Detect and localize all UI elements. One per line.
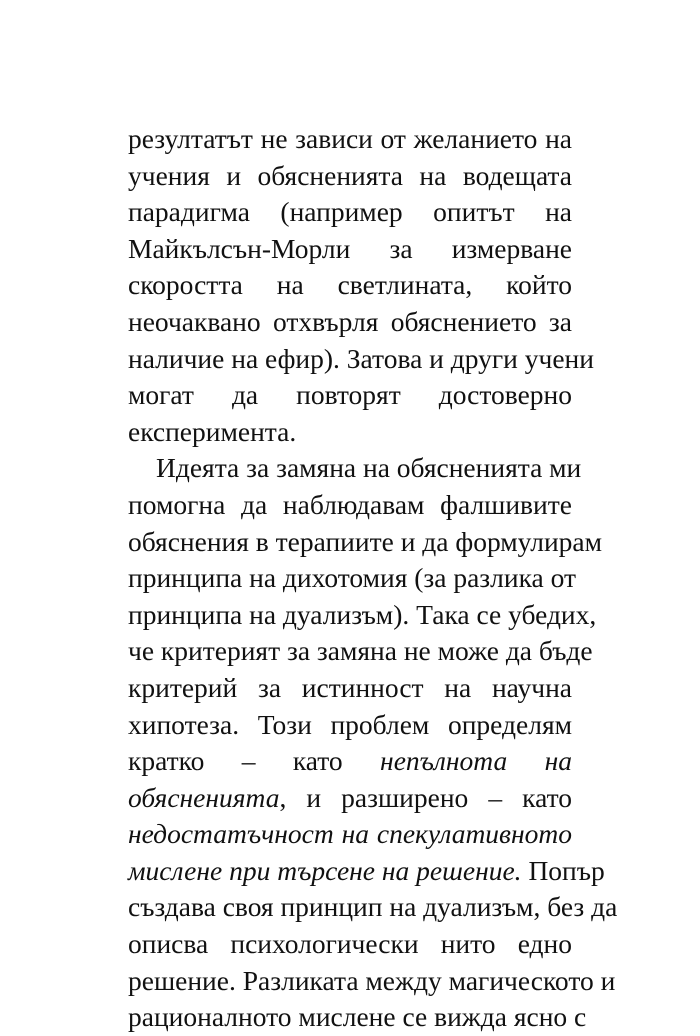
text-line <box>128 853 605 890</box>
italic-text-segment: мислене при търсене на решение. <box>128 854 522 886</box>
text-line <box>128 414 572 451</box>
text-segment: могат да повторят достоверно <box>128 379 572 411</box>
text-line <box>128 377 572 414</box>
text-segment: рационалното мислене се вижда ясно с <box>128 1001 587 1033</box>
text-line <box>128 450 582 487</box>
text-line <box>128 121 572 158</box>
text-line <box>128 597 597 634</box>
page-body-text <box>128 121 618 1036</box>
text-line <box>128 231 572 268</box>
text-segment: , и разширено – като <box>279 781 572 813</box>
text-segment: решение. Разликата между магическото и <box>128 964 616 996</box>
text-segment: помогна да наблюдавам фалшивите <box>128 488 572 520</box>
text-line <box>128 707 572 744</box>
text-segment: Попър <box>521 854 605 886</box>
text-segment: принципа на дуализъм). Така се убедих, <box>128 598 597 630</box>
text-line <box>128 670 572 707</box>
text-segment: учения и обясненията на водещата <box>128 159 572 191</box>
text-line <box>128 780 572 817</box>
text-segment: обяснения в терапиите и да формулирам <box>128 525 603 557</box>
text-line <box>128 816 572 853</box>
text-segment: описва психологически нито едно <box>128 928 572 960</box>
text-line <box>128 487 572 524</box>
text-segment: че критерият за замяна не може да бъде <box>128 635 593 667</box>
text-segment: кратко – като <box>128 745 381 777</box>
text-line <box>128 743 572 780</box>
italic-text-segment: обясненията <box>128 781 280 813</box>
text-segment: експеримента. <box>128 415 297 447</box>
italic-text-segment: недостатъчност на спекулативното <box>128 818 572 850</box>
text-segment: скоростта на светлината, който <box>128 269 572 301</box>
text-line <box>128 999 587 1036</box>
text-line <box>128 158 572 195</box>
text-line <box>128 560 577 597</box>
text-segment: принципа на дихотомия (за разлика от <box>128 562 577 594</box>
text-segment: парадигма (например опитът на <box>128 196 572 228</box>
text-segment: резултатът не зависи от желанието на <box>128 123 572 154</box>
text-line <box>128 926 572 963</box>
italic-text-segment: непълнота на <box>380 745 573 777</box>
text-line <box>128 194 572 231</box>
text-segment: критерий за истинност на научна <box>128 671 572 703</box>
text-line <box>128 633 593 670</box>
text-line <box>128 267 572 304</box>
text-line <box>128 304 572 341</box>
text-line <box>128 341 594 378</box>
text-line <box>128 963 616 1000</box>
text-segment: Идеята за замяна на обясненията ми <box>156 452 582 484</box>
text-segment: Майкълсън-Морли за измерване <box>128 232 572 264</box>
text-segment: създава своя принцип на дуализъм, без да <box>128 891 618 923</box>
text-segment: хипотеза. Този проблем определям <box>128 708 572 740</box>
text-segment: наличие на ефир). Затова и други учени <box>128 342 594 374</box>
text-segment: неочаквано отхвърля обяснението за <box>128 305 572 337</box>
text-line <box>128 889 618 926</box>
text-line <box>128 524 603 561</box>
